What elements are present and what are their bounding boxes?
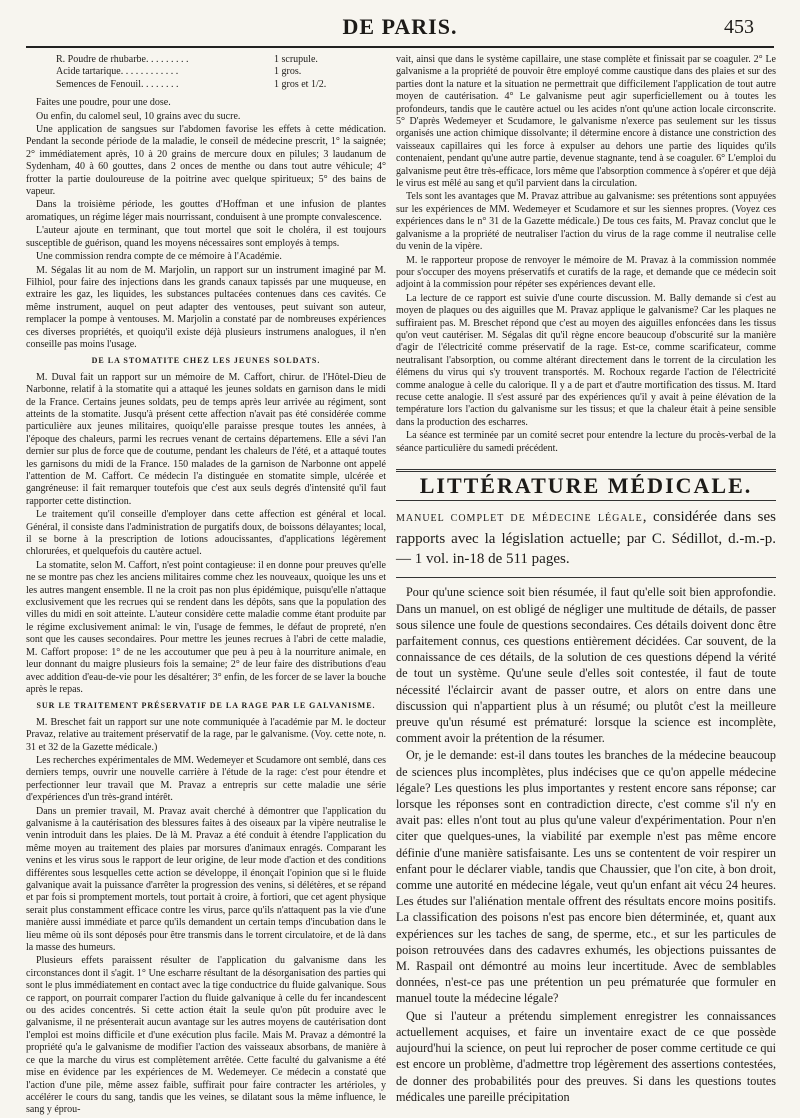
book-title-rest: , considérée dans ses rapports avec la législation actuelle; par C. Sédillot, d.-m.-p. — 1 vol. in-18 de 511 pages. [396,509,776,568]
prescription-dose: 1 gros. [274,66,302,78]
prescription-line [26,66,386,78]
paragraph: Les recherches expérimentales de MM. Wedemeyer et Scudamore ont semblé, dans ces derniers temps, ouvrir une nouvelle carrière à l'étude de la rage: c'est pour étendre et perfectionner leur travail que M. Pravaz a entrepris sur cette maladie une série d'expériences d'un très-grand intérêt. [26,754,386,804]
paragraph: Faites une poudre, pour une dose. [36,97,171,109]
page-number: 453 [724,16,754,38]
paragraph: Le traitement qu'il conseille d'employer dans cette affection est général et local. Général, il consiste dans l'administration de purgatifs doux, de boissons délayantes; local, il se borne à la prescription de lotions adoucissantes, d'applications légèrement chlorurées, et quelquefois du cautère actuel. [26,509,386,558]
review-body [396,584,776,1105]
paragraph: Que si l'auteur a prétendu simplement enregistrer les connaissances actuellement acquises, et faire un inventaire exact de ce que possède aujourd'hui la science, on peut lui reprocher de poser comme certitude ce qui est encore un problème, d'admettre trop légèrement des assertions contestées, de donner des probabilités pour des preuves. Si dans les questions toutes médicales une pareille précipitation [396,1008,776,1104]
paragraph: Pour qu'une science soit bien résumée, il faut qu'elle soit bien approfondie. Dans un manuel, on est obligé de négliger une multitude de détails, de passer sous silence une foule de questions secondaires. Ces détails doivent donc être parfaitement connus, ces questions entièrement décidées. Car souvent, de la connaissance de ces détails, de la solution de ces questions dépend la vérité de tout un système. Qu'une seule d'elles soit contestée, il faut de toute nécessité l'éclaircir avant de passer outre, et alors on entre dans une discussion qui n'appartient plus à un résumé; ou plutôt c'est la meilleure preuve qu'un résumé est prématuré: lorsque la science est incomplète, comment avoir la prétention de la résumer. [396,585,776,746]
section-divider [396,469,776,472]
prescription-label: Acide tartarique. . . . . . . . . . . . [56,66,179,78]
section-heading: SUR LE TRAITEMENT PRÉSERVATIF DE LA RAGE PAR LE GALVANISME. [36,701,376,711]
title-rule [396,500,776,501]
paragraph: Dans la troisième période, les gouttes d'Hoffman et une infusion de plantes aromatiques, un régime léger mais nourrissant, conduisent à une prompte convalescence. [26,199,386,223]
paragraph: La lecture de ce rapport est suivie d'une courte discussion. M. Bally demande si c'est au moyen de plaques ou des aiguilles que M. Pravaz applique le galvanisme? Car les plaques ne suffiraient pas. M. Breschet répond que c'est au moyen des aiguilles enfoncées dans les tissus qu'on veut cautériser. M. Ségalas dit qu'il règne encore beaucoup d'obscurité sur la manière d'agir de l'électricité comme préservatif de la rage. Est-ce, comme scarificateur, comme neutralisant l'absorption, ou comme altérant directement dans le torrent de la circulation les élémens du virus qui s'y trouvent transportés. M. Rochoux regarde l'action de l'électricité comme analogue à celle du calorique. Il y a de part et d'autre mortification des tissus. M. Itard recuse cette analogie. Il s'est assuré par des expériences qu'il y avait à peine élévation de la température lors l'action du galvanisme sur les tissus; et que la chaleur était à peine sensible dans la production des escharres. [396,292,776,428]
title-rule [396,577,776,578]
paragraph: Or, je le demande: est-il dans toutes les branches de la médecine beaucoup de sciences plus incomplètes, plus indécises que ce qu'on appelle médecine légale? Les questions les plus importantes y restent encore sans réponse; car lorsque les réponses sont en contradiction directe, c'est comme s'il n'y en avait pas: elles n'ont tout au plus qu'une valeur d'expérimentation. Pour n'en citer que quelques-unes, la viabilité par exemple n'est pas même encore définie d'une manière satisfaisante. Les uns se contentent de voir respirer un enfant pour le déclarer viable, tandis que Chaussier, que l'on cite, à bon droit, comme une autorité en médecine légale, veut qu'un enfant ait vécu 24 heures. Les études sur l'aliénation mentale offrent des résultats encore moins positifs. La classification des poisons n'est pas encore bien déterminée, et, quant aux expériences sur les taches de sang, de sperme, etc., et sur les particules de poison retrouvées dans des cadavres exhumés, les objections puissantes de M. Raspail ont démontré au moins leur incertitude. Avec de semblables données, n'est-ce pas une prétention un peu prématurée que formuler en manuel toute la médecine légale? [396,748,776,1006]
paragraph: L'auteur ajoute en terminant, que tout mortel que soit le choléra, il est toujours susceptible de guérison, quand les moyens nécessaires sont employés à temps. [26,225,386,249]
paragraph: Dans un premier travail, M. Pravaz avait cherché à démontrer que l'application du galvanisme à la cautérisation des blessures faites à des oiseaux par la vipère neutralise le venin introduit dans les plaies. De là M. Pravaz a été conduit à étendre l'application du même moyen au traitement des plaies par morsures d'animaux enragés. Comparant les venins et les virus sous le rapport de leur origine, de leur mode d'action et des conditions différentes sous lesquelles cette action se développe, il énonçait l'opinion que si le fluide galvanique avait la puissance d'arrêter la progression des venins, si délétères, et se répand et par fois si promptement mortels, tout portait à croire, à fortiori, que cet agent physique serait plus constamment efficace contre les virus, parce qu'ils n'attaquent pas la vie d'une manière aussi immédiate et parce qu'ils demandent un certain temps d'incubation dans le lieu même où ils sont déposés pour être transmis dans le torrent circulatoire, et de là dans la masse des humeurs. [26,805,386,954]
book-title [396,507,776,569]
header-rule [26,46,774,48]
prescription-label: Semences de Fenouil. . . . . . . . [56,78,179,90]
left-column [26,54,386,1118]
paragraph: M. Ségalas lit au nom de M. Marjolin, un rapport sur un instrument imaginé par M. Filhiol, pour faire des injections dans les grands canaux tapissés par une muqueuse, en extraire les gaz, les liquides, les substances pultacées contenues dans ces cavités. Ce même instrument, auquel on peut adapter des ventouses, peut suivant son auteur, remplacer la pompe à ventouses. M. Marjolin a constaté par de nombreuses expériences ces diverses propriétés, et quoiqu'il existe déjà plusieurs instrumens analogues, il n'en conseille pas moins l'usage. [26,264,386,350]
section-heading: DE LA STOMATITE CHEZ LES JEUNES SOLDATS. [91,356,321,366]
paragraph: La stomatite, selon M. Caffort, n'est point contagieuse: il en donne pour preuves qu'elle ne se montre pas chez les anciens militaires comme chez les nouveaux, quoique les uns et les autres mangent ensemble. Il ne la croit pas non plus épidémique, puisqu'elle n'attaque exclusivement que les recrues qui se rendent dans les dépôts, sans que la population des villes du midi en soit atteinte. L'auteur considère cette maladie comme étant produite par le régime exclusivement animal: le vin, l'usage de femmes, le défaut de propreté, n'en sont que les causes secondaires. Pour mettre les jeunes recrues à l'abri de cette maladie, M. Caffort propose: 1° de ne les accoutumer que peu à peu à la nourriture animale, en leur donnant du maigre plusieurs fois la semaine; 2° de leur faire des distributions d'eau avec addition d'eau-de-vie pour les désaltérer; 3° enfin, de les forcer de se laver la bouche après le repas. [26,559,386,695]
book-title-main: MANUEL COMPLET DE MÉDECINE LÉGALE [396,513,643,525]
prescription [26,54,386,91]
paragraph: Une application de sangsues sur l'abdomen favorise les effets à cette médication. Pendant la seconde période de la maladie, le conseil de médecine prescrit, 1° la saignée; 2° immédiatement après, 10 à 20 grains de mercure doux en pilules; 3 laudanum de Sydenham, 40 à 60 gouttes, dans 2 onces de menthe ou dans tout autre véhicule; 4° frotter la partie douloureuse de la poitrine avec quelque spiritueux; 5° des bains de vapeur. [26,124,386,198]
paragraph: Tels sont les avantages que M. Pravaz attribue au galvanisme: ses prétentions sont appuyées sur les expériences de MM. Wedemeyer et Scudamore et sur les siennes propres. (Voyez ces expériences dans le n° 31 de la Gazette médicale.) De tous ces faits, M. Pravaz conclut que le galvanisme a la propriété de neutraliser l'action du virus de la rage comme il neutralise celle du venin de la vipère. [396,191,776,253]
paragraph: M. le rapporteur propose de renvoyer le mémoire de M. Pravaz à la commission nommée pour s'occuper des moyens préservatifs et curatifs de la rage, et demande que ce médecin soit adjoint à la commission pour répéter ses expériences devant elle. [396,254,776,291]
paragraph: M. Breschet fait un rapport sur une note communiquée à l'académie par M. le docteur Pravaz, relative au traitement préservatif de la rage, par le galvanisme. (Voy. cette note, n. 31 et 32 de la Gazette médicale.) [26,716,386,753]
paragraph: M. Duval fait un rapport sur un mémoire de M. Caffort, chirur. de l'Hôtel-Dieu de Narbonne, relatif à la stomatite qui a attaqué les jeunes soldats en garnison dans le midi de la France. Certains jeunes soldats, peu de temps après leur arrivée au régiment, sont atteints de la stomatite. Jusqu'à présent cette affection n'avait pas été considérée comme particulière aux jeunes militaires, quoiqu'elle paraisse presque toutes les années, à l'époque des chaleurs, parmi les recrues venant de certains départemens. Elle a sévi l'an dernier sur plus de force que de coutume, pendant les chaleurs de l'été, et a attaqué toutes les garnisons du midi de la France. 150 malades de la garnison de Narbonne ont appelé l'attention de M. Caffort. Ce médecin l'a distinguée en stomatite simple, ulcérée et gangréneuse: il fait remarquer toutefois que c'est aux seuls degrés d'intensité qu'il faut rapporter cette distinction. [26,371,386,507]
paragraph: La séance est terminée par un comité secret pour entendre la lecture du procès-verbal de la séance particulière du samedi précédent. [396,430,776,454]
prescription-dose: 1 gros et 1/2. [274,78,327,90]
paragraph: vait, ainsi que dans le système capillaire, une stase complète et finissait par se coaguler. 2° Le galvanisme a la propriété de pouvoir être employé comme caustique dans des plaies et sur des parties dont la nature et la situation ne permettrait que difficilement l'application de tout autre moyen de cautérisation. 4° Le galvanisme peut agir superficiellement ou à toutes les profondeurs, tandis que le cautère actuel ou les acides n'ont qu'une action locale circonscrite. 5° D'après Wedemeyer et Scudamore, le galvanisme n'exerce pas seulement sur les tissus organisés une action chimique dissolvante; il détermine encore à distance une constriction des vaisseaux capillaires qui les force à expulser au dehors une partie des liquides qu'ils contenaient, pendant qu'une autre partie, devenue stagnante, tend à se coaguler. 6° L'emploi du galvanisme peut être très-efficace, lors même que l'absorption commence à s'opérer et que déjà le virus est mêlé au sang et qu'il parvient dans la circulation. [396,54,776,190]
paragraph: Ou enfin, du calomel seul, 10 grains avec du sucre. [36,110,241,122]
right-column [396,54,776,1106]
prescription-label: R. Poudre de rhubarbe. . . . . . . . . [56,54,189,65]
page-title: DE PARIS. [342,14,458,39]
prescription-line [26,79,386,91]
page-header [0,6,800,46]
paragraph: Une commission rendra compte de ce mémoire à l'Académie. [36,251,282,263]
section-title: LITTÉRATURE MÉDICALE. [419,473,753,498]
prescription-dose: 1 scrupule. [274,54,318,65]
prescription-line [26,54,386,66]
paragraph: Plusieurs effets paraissent résulter de l'application du galvanisme dans les circonstances dont il s'agit. 1° Une escharre résultant de la désorganisation des parties qui sont le plus immédiatement en contact avec la tige conductrice du fluide galvanique. Sous ce rapport, on pourrait comparer l'action du fluide galvanique à celle du fer incandescent ou des acides concentrés. Si cette action était la seule qu'on pût produire avec le galvanisme, il ne présenterait aucun avantage sur les autres moyens de cautérisation dont l'emploi est moins difficile et d'une exécution plus facile. Mais M. Pravaz a démontré la propriété qu'a le galvanisme de modifier l'action des vaisseaux absorbans, de manière à ce que la marche du virus est complètement arrêtée. Cette faculté du galvanisme a été mise en évidence par les expériences de M. Wedemeyer. Ce médecin a constaté que l'action d'une pile, même assez faible, suffirait pour faire contracter les artérioles, y accélérer le cours du sang, tandis que les veines, se dilatant sous la même influence, le sang y éprou- [26,955,386,1116]
